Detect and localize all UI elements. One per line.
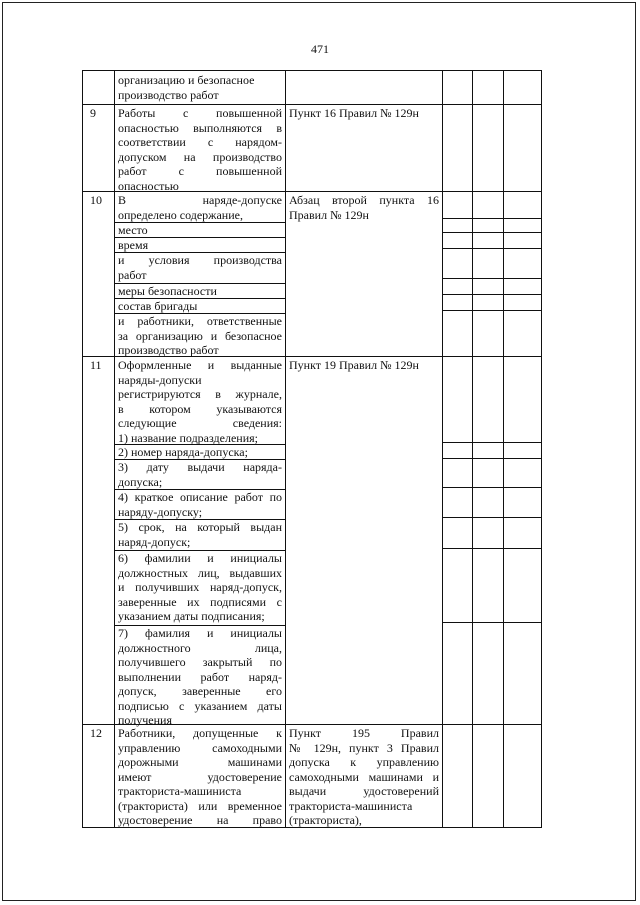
subrow-divider bbox=[442, 622, 542, 623]
reference-text: Абзац второй пункта 16 Правил № 129н bbox=[289, 193, 439, 222]
requirement-subitem: состав бригады bbox=[118, 299, 198, 313]
subrow-divider bbox=[442, 278, 542, 279]
requirement-subitem: 4) краткое описание работ по наряду-допуску; bbox=[118, 490, 282, 519]
reference-text: Пункт 195 Правил № 129н, пункт 3 Правил допуска к управлению самоходными машинами и выдачи удостоверений тракториста-машиниста (тракториста), bbox=[289, 726, 439, 827]
subrow-divider bbox=[442, 294, 542, 295]
row-number: 11 bbox=[90, 358, 102, 372]
requirement-subitem: меры безопасности bbox=[118, 284, 217, 298]
page-number: 471 bbox=[311, 42, 329, 56]
requirement-subitem: 3) дату выдачи наряда- допуска; bbox=[118, 460, 282, 489]
table-border bbox=[82, 70, 83, 828]
subrow-divider bbox=[442, 218, 542, 219]
subrow-divider bbox=[442, 517, 542, 518]
checklist-table bbox=[82, 70, 542, 828]
subrow-divider bbox=[442, 487, 542, 488]
requirement-text: Работники, допущенные к управлению самоходными дорожными машинами имеют удостоверение тракториста-машиниста (тракториста) или временное удостоверение на право bbox=[118, 726, 282, 827]
reference-text: Пункт 19 Правил № 129н bbox=[289, 358, 419, 372]
subrow-divider bbox=[442, 248, 542, 249]
requirement-subitem: 5) срок, на который выдан наряд-допуск; bbox=[118, 520, 282, 549]
table-border bbox=[541, 70, 542, 828]
reference-text: Пункт 16 Правил № 129н bbox=[289, 106, 419, 120]
subrow-divider bbox=[442, 310, 542, 311]
requirement-subitem: В наряде-допуске определено содержание, bbox=[118, 193, 282, 222]
subrow-divider bbox=[442, 442, 542, 443]
column-divider bbox=[442, 70, 443, 828]
requirement-subitem: 2) номер наряда-допуска; bbox=[118, 445, 248, 459]
row-number: 9 bbox=[90, 106, 96, 120]
requirement-subitem: место bbox=[118, 223, 148, 237]
requirement-subitem: и работники, ответственные за организацию и безопасное производство работ bbox=[118, 314, 282, 357]
subrow-divider bbox=[442, 232, 542, 233]
column-divider bbox=[285, 70, 286, 828]
subrow-divider bbox=[442, 458, 542, 459]
table-border bbox=[82, 70, 542, 71]
requirement-subitem: время bbox=[118, 238, 149, 252]
requirement-subitem: 7) фамилия и инициалы должностного лица, получившего закрытый по выполнении работ наряд- допуск, заверенные его подписью с указанием даты получения bbox=[118, 626, 282, 727]
column-divider bbox=[503, 70, 504, 828]
requirement-subitem: и условия производства работ bbox=[118, 253, 282, 282]
column-divider bbox=[472, 70, 473, 828]
column-divider bbox=[114, 70, 115, 828]
row-number: 10 bbox=[90, 193, 102, 207]
requirement-subitem: Оформленные и выданные наряды-допуски регистрируются в журнале, в котором указываются следующие сведения: 1) название подразделения; bbox=[118, 358, 282, 445]
subrow-divider bbox=[442, 548, 542, 549]
requirement-subitem: 6) фамилии и инициалы должностных лиц, выдавших и получивших наряд-допуск, заверенные их подписями с указанием даты подписания; bbox=[118, 551, 282, 623]
requirement-text: организацию и безопасное производство работ bbox=[118, 73, 255, 102]
requirement-text: Работы с повышенной опасностью выполняются в соответствии с нарядом- допуском на производство работ с повышенной опасностью bbox=[118, 106, 282, 193]
row-divider bbox=[82, 104, 542, 105]
row-number: 12 bbox=[90, 726, 102, 740]
